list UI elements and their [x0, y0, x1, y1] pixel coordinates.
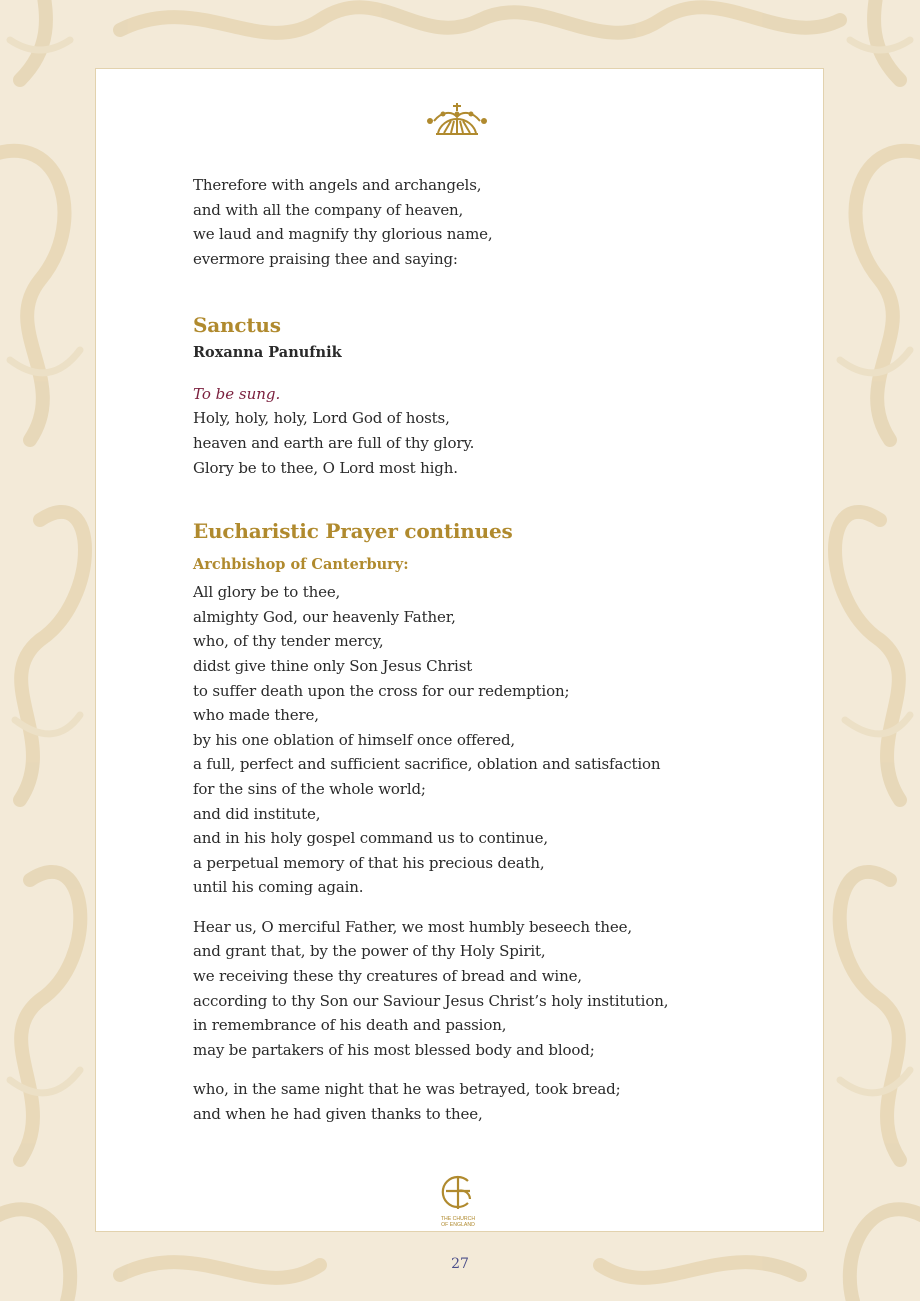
- text-line: and when he had given thanks to thee,: [193, 1105, 483, 1124]
- church-of-england-logo: [438, 1173, 478, 1229]
- text-line: Hear us, O merciful Father, we most humbly beseech thee,: [193, 917, 632, 936]
- svg-text:THE CHURCH: THE CHURCH: [440, 1216, 476, 1222]
- svg-text:OF ENGLAND: OF ENGLAND: [441, 1222, 475, 1228]
- speaker-label: Archbishop of Canterbury:: [193, 556, 409, 574]
- text-line: by his one oblation of himself once offered,: [193, 730, 516, 749]
- text-line: didst give thine only Son Jesus Christ: [193, 656, 473, 675]
- text-line: and grant that, by the power of thy Holy Spirit,: [193, 942, 546, 961]
- text-line: evermore praising thee and saying:: [193, 249, 458, 268]
- text-line: Therefore with angels and archangels,: [193, 176, 482, 194]
- text-line: who, of thy tender mercy,: [193, 632, 384, 651]
- text-line: a perpetual memory of that his precious death,: [193, 853, 545, 872]
- text-line: to suffer death upon the cross for our redemption;: [193, 681, 570, 700]
- text-line: and with all the company of heaven,: [193, 200, 464, 219]
- text-line: a full, perfect and sufficient sacrifice, oblation and satisfaction: [193, 755, 661, 774]
- crown-icon: [424, 97, 490, 141]
- text-line: for the sins of the whole world;: [193, 779, 426, 798]
- text-line: All glory be to thee,: [193, 583, 341, 602]
- text-line: we laud and magnify thy glorious name,: [193, 225, 493, 244]
- page-number: 27: [451, 1256, 469, 1272]
- page-sheet: [95, 68, 824, 1232]
- intro-verse: [193, 173, 793, 271]
- sanctus-verse: [193, 406, 793, 480]
- text-line: Glory be to thee, O Lord most high.: [193, 458, 458, 477]
- page-content: [193, 173, 793, 1127]
- text-line: and in his holy gospel command us to continue,: [193, 829, 549, 848]
- text-line: we receiving these thy creatures of bread and wine,: [193, 967, 582, 986]
- section-heading-eucharistic-prayer: Eucharistic Prayer continues: [193, 519, 513, 544]
- prayer-paragraph-3: [193, 1077, 793, 1126]
- prayer-paragraph-2: [193, 915, 793, 1063]
- text-line: almighty God, our heavenly Father,: [193, 607, 456, 626]
- text-line: until his coming again.: [193, 878, 364, 897]
- text-line: who made there,: [193, 706, 319, 725]
- text-line: heaven and earth are full of thy glory.: [193, 433, 475, 452]
- text-line: according to thy Son our Saviour Jesus Christ’s holy institution,: [193, 991, 669, 1010]
- text-line: and did institute,: [193, 804, 321, 823]
- text-line: who, in the same night that he was betrayed, took bread;: [193, 1080, 621, 1099]
- text-line: in remembrance of his death and passion,: [193, 1016, 507, 1035]
- prayer-paragraph-1: [193, 580, 793, 900]
- text-line: may be partakers of his most blessed body and blood;: [193, 1040, 595, 1059]
- composer-name: Roxanna Panufnik: [193, 344, 342, 362]
- text-line: Holy, holy, holy, Lord God of hosts,: [193, 409, 450, 428]
- rubric-text: To be sung.: [193, 385, 281, 404]
- section-heading-sanctus: Sanctus: [193, 313, 281, 338]
